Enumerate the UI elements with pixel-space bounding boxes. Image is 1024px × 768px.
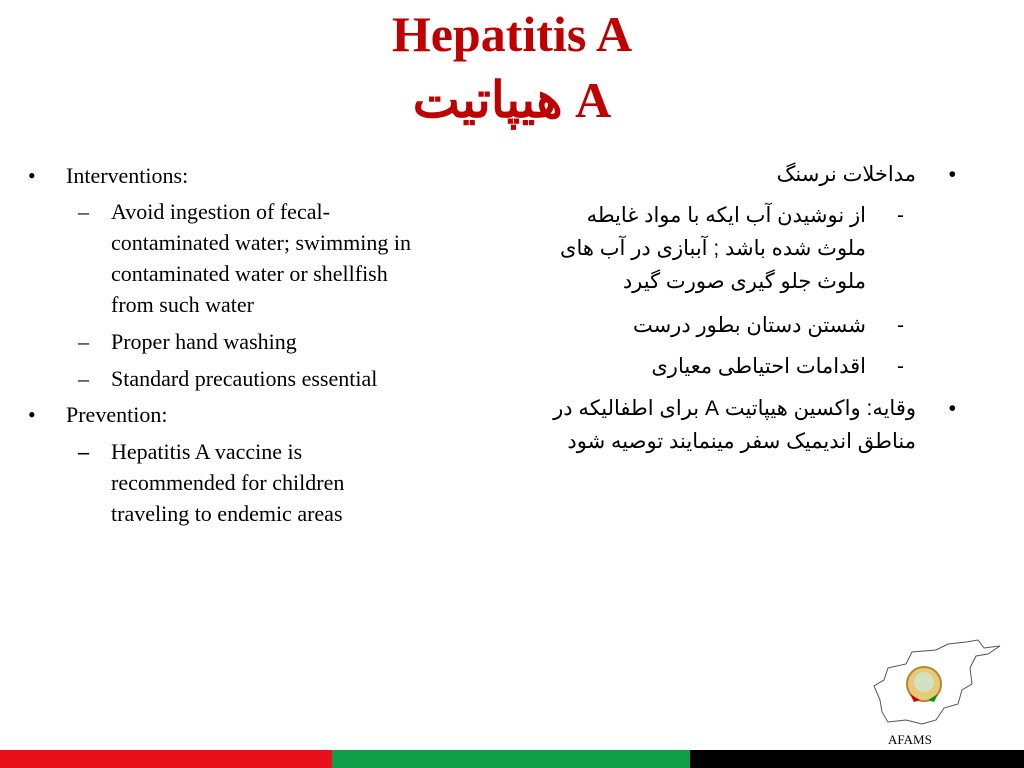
- bullet: •: [948, 397, 956, 420]
- bullet: •: [28, 402, 36, 427]
- afghanistan-map-logo: [866, 638, 1006, 730]
- dash: –: [78, 329, 89, 354]
- flag-bar-red: [0, 750, 332, 768]
- list-item: contaminated water or shellfish: [111, 261, 388, 286]
- dash: -: [897, 314, 904, 337]
- list-item: Avoid ingestion of fecal-: [111, 199, 330, 224]
- afams-label: AFAMS: [888, 732, 932, 747]
- list-item: from such water: [111, 292, 254, 317]
- list-item: contaminated water; swimming in: [111, 230, 411, 255]
- prevention-fa: مناطق اندیمیک سفر مینمایند توصیه شود: [567, 430, 916, 453]
- list-item-fa: از نوشیدن آب ایکه با مواد غایطه: [586, 204, 866, 227]
- prevention-fa: وقایه: واکسین هیپاتیت A برای اطفالیکه در: [553, 397, 916, 420]
- list-item: Hepatitis A vaccine is: [111, 439, 303, 464]
- slide-title-persian: A هیپاتیت: [412, 72, 612, 128]
- flag-bar-black: [690, 750, 1024, 768]
- list-item: Proper hand washing: [111, 329, 297, 354]
- bullet: •: [948, 163, 956, 186]
- bullet: •: [28, 163, 36, 188]
- dash: –: [78, 439, 89, 464]
- list-item: traveling to endemic areas: [111, 501, 343, 526]
- list-item-fa: شستن دستان بطور درست: [632, 314, 866, 337]
- list-item-fa: اقدامات احتیاطی معیاری: [651, 355, 866, 378]
- interventions-heading: Interventions:: [66, 163, 189, 188]
- list-item-fa: ملوث شده باشد ; آببازی در آب های: [560, 237, 866, 260]
- dash: –: [78, 199, 89, 224]
- dash: -: [897, 355, 904, 378]
- prevention-heading: Prevention:: [66, 402, 168, 427]
- slide-title: Hepatitis A: [391, 6, 633, 62]
- list-item: recommended for children: [111, 470, 345, 495]
- dash: -: [897, 204, 904, 227]
- list-item: Standard precautions essential: [111, 366, 378, 391]
- dash: –: [78, 366, 89, 391]
- interventions-heading-fa: مداخلات نرسنگ: [776, 163, 916, 186]
- flag-bar-green: [332, 750, 690, 768]
- list-item-fa: ملوث جلو گیری صورت گیرد: [622, 270, 866, 293]
